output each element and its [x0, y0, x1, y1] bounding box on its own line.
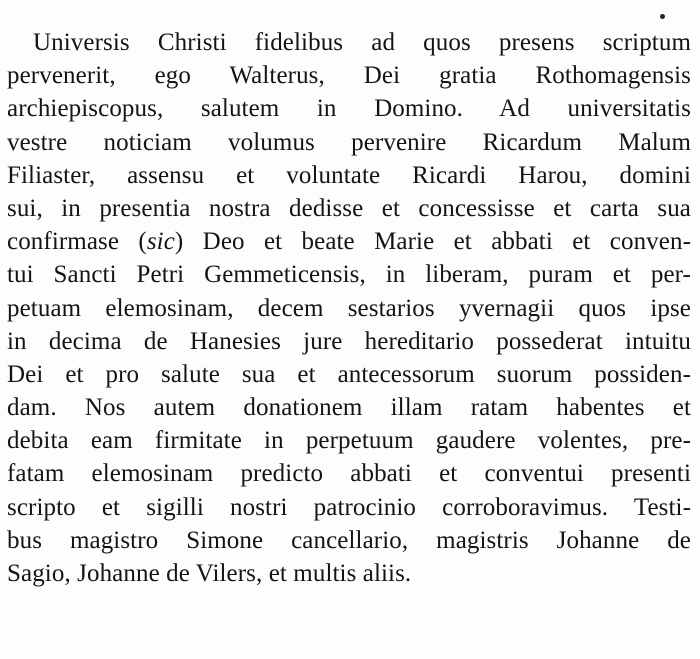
- text-line: petuam elemosinam, decem sestarios yvernagii quos ipse: [7, 294, 691, 322]
- text-line: bus magistro Simone cancellario, magistris Johanne de: [7, 526, 691, 554]
- text-line: tui Sancti Petri Gemmeticensis, in liberam, puram et per-: [7, 261, 691, 289]
- text-line: in decima de Hanesies jure hereditario possederat intuitu: [7, 327, 691, 355]
- text-line: sui, in presentia nostra dedisse et concessisse et carta sua: [7, 194, 691, 222]
- ink-dot-mark: [660, 14, 665, 19]
- text-line: debita eam firmitate in perpetuum gaudere volentes, pre-: [7, 427, 691, 455]
- text-line: scripto et sigilli nostri patrocinio corroboravimus. Testi-: [7, 493, 691, 521]
- text-line: Dei et pro salute sua et antecessorum suorum possiden-: [7, 360, 691, 388]
- charter-text: [7, 26, 691, 590]
- text-line: confirmase (sic) Deo et beate Marie et abbati et conven-: [7, 228, 691, 256]
- text-line: vestre noticiam volumus pervenire Ricardum Malum: [7, 128, 691, 156]
- text-line: archiepiscopus, salutem in Domino. Ad universitatis: [7, 95, 691, 123]
- text-line: fatam elemosinam predicto abbati et conventui presenti: [7, 460, 691, 488]
- text-line: Filiaster, assensu et voluntate Ricardi Harou, domini: [7, 161, 691, 189]
- text-line: pervenerit, ego Walterus, Dei gratia Rothomagensis: [7, 62, 691, 90]
- text-line: Sagio, Johanne de Vilers, et multis aliis.: [7, 560, 412, 587]
- text-line: dam. Nos autem donationem illam ratam habentes et: [7, 394, 691, 422]
- text-line: Universis Christi fidelibus ad quos presens scriptum: [33, 29, 691, 56]
